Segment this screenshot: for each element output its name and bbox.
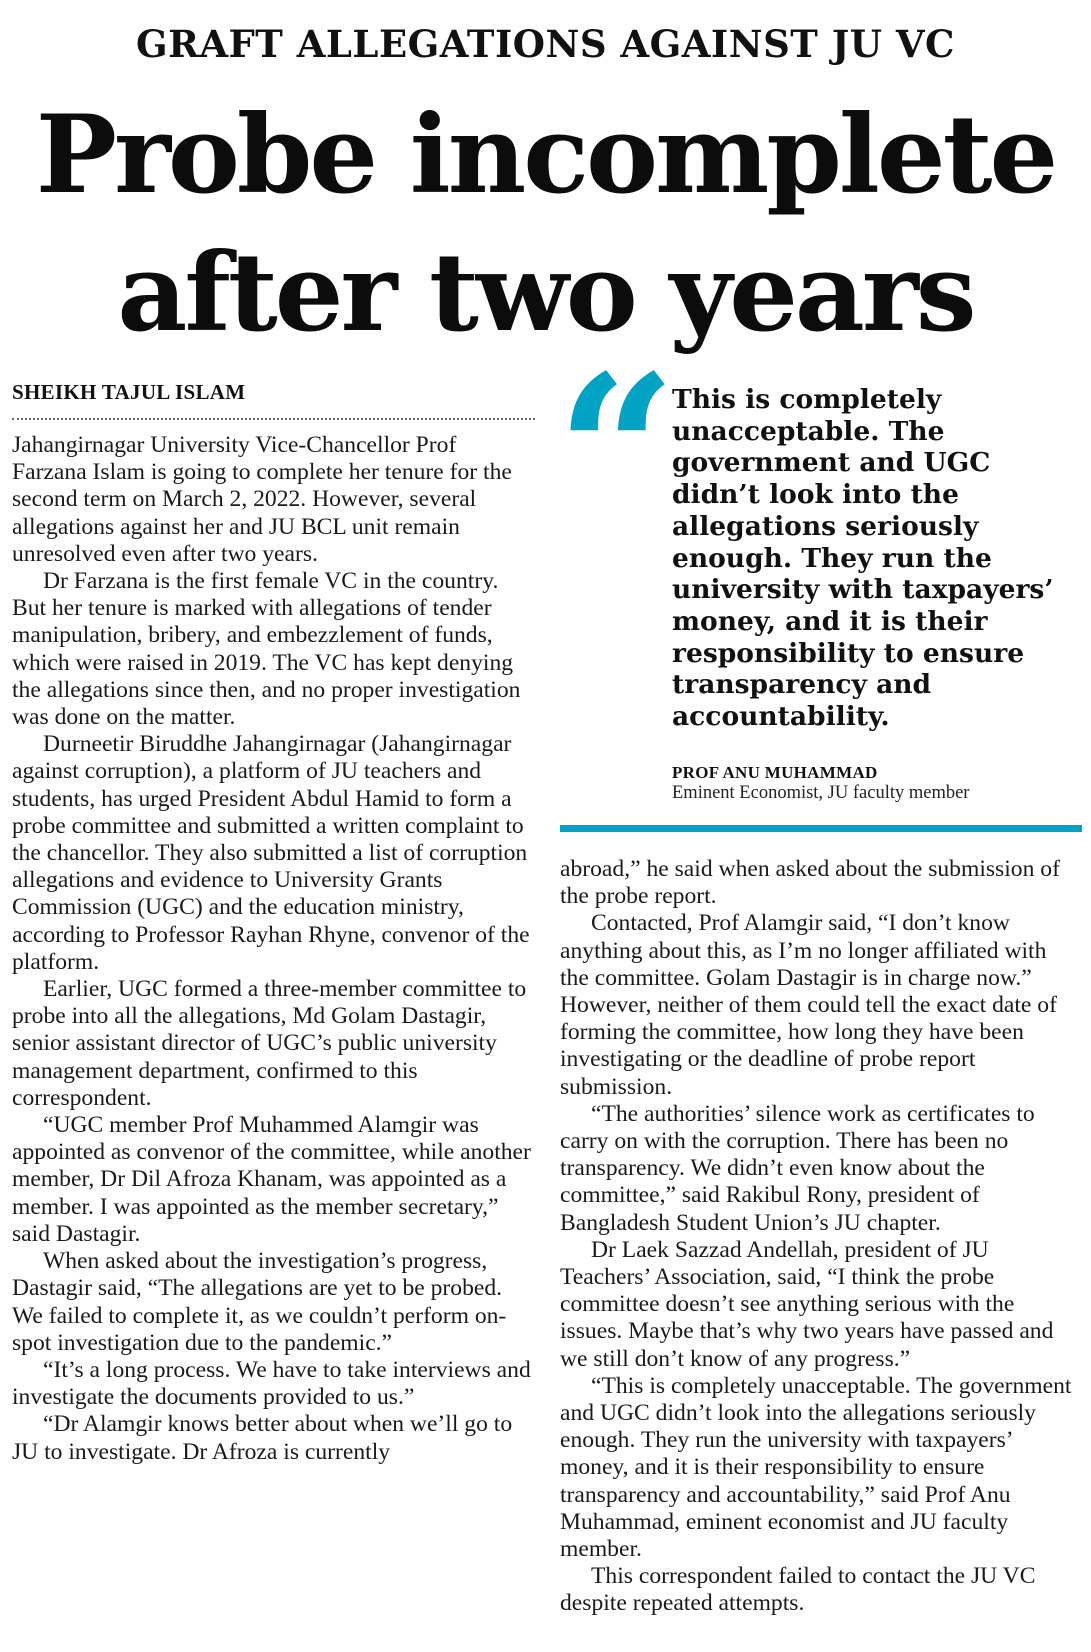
paragraph: “UGC member Prof Muhammed Alamgir was appointed as convenor of the committee, while another member, Dr Dil Afroza Khanam, was appointed as a member. I was appointed as the member secretary,” said Dastagir. <box>12 1112 531 1247</box>
headline-line-2: after two years <box>117 230 974 356</box>
article-left-column <box>12 432 536 1466</box>
paragraph: “It’s a long process. We have to take interviews and investigate the documents provided to us.” <box>12 1356 531 1411</box>
pull-quote-attribution-role: Eminent Economist, JU faculty member <box>672 783 970 803</box>
paragraph: Dr Laek Sazzad Andellah, president of JU Teachers’ Association, said, “I think the probe committee doesn’t see anything serious with the issues. Maybe that’s why two years have passed and we still don’t know of any progress.” <box>560 1236 1054 1372</box>
headline-line-1: Probe incomplete <box>35 92 1056 218</box>
paragraph: Earlier, UGC formed a three-member committee to probe into all the allegations, Md Golam Dastagir, senior assistant director of UGC’s public university management department, confirmed to this correspondent. <box>12 976 527 1111</box>
quote-mark-icon: “ <box>556 329 677 576</box>
paragraph: “Dr Alamgir knows better about when we’ll go to JU to investigate. Dr Afroza is currently <box>12 1411 513 1465</box>
pull-quote: This is completely unacceptable. The government and UGC didn’t look into the allegations seriously enough. They run the university with taxpayers’ money, and it is their responsibility to ensure transparency and accountability. <box>672 384 1054 733</box>
paragraph: Contacted, Prof Alamgir said, “I don’t know anything about this, as I’m no longer affiliated with the committee. Golam Dastagir is in charge now.” However, neither of them could tell the exact date of forming the committee, how long they have been investigating or the deadline of probe report submission. <box>560 910 1057 1100</box>
paragraph: Durneetir Biruddhe Jahangirnagar (Jahangirnagar against corruption), a platform of JU teachers and students, has urged President Abdul Hamid to form a probe committee and submitted a written complaint to the chancellor. They also submitted a list of corruption allegations and evidence to University Grants Commission (UGC) and the education ministry, according to Professor Rayhan Rhyne, convenor of the platform. <box>12 731 530 975</box>
paragraph: When asked about the investigation’s progress, Dastagir said, “The allegations are yet to be probed. We failed to complete it, as we couldn’t perform on-spot investigation due to the pandemic.” <box>12 1248 507 1356</box>
paragraph: This correspondent failed to contact the JU VC despite repeated attempts. <box>560 1563 1036 1617</box>
byline-divider <box>12 418 535 420</box>
paragraph: abroad,” he said when asked about the submission of the probe report. <box>560 856 1060 910</box>
paragraph: Jahangirnagar University Vice-Chancellor Prof Farzana Islam is going to complete her tenure for the second term on March 2, 2022. However, several allegations against her and JU BCL unit remain unresolved even after two years. <box>12 432 512 567</box>
pull-quote-attribution-name: PROF ANU MUHAMMAD <box>672 763 878 782</box>
byline: SHEIKH TAJUL ISLAM <box>12 380 246 404</box>
kicker-headline: GRAFT ALLEGATIONS AGAINST JU VC <box>135 22 956 66</box>
article-right-column <box>560 856 1080 1618</box>
paragraph: “The authorities’ silence work as certificates to carry on with the corruption. There has been no transparency. We didn’t even know about the committee,” said Rakibul Rony, president of Bangladesh Student Union’s JU chapter. <box>560 1100 1035 1236</box>
paragraph: “This is completely unacceptable. The government and UGC didn’t look into the allegations seriously enough. They run the university with taxpayers’ money, and it is their responsibility to ensure transparency and accountability,” said Prof Anu Muhammad, eminent economist and JU faculty member. <box>560 1372 1072 1563</box>
headline <box>0 86 1091 362</box>
pull-quote-rule <box>560 825 1082 832</box>
paragraph: Dr Farzana is the first female VC in the country. But her tenure is marked with allegations of tender manipulation, bribery, and embezzlement of funds, which were raised in 2019. The VC has kept denying the allegations since then, and no proper investigation was done on the matter. <box>12 568 521 731</box>
